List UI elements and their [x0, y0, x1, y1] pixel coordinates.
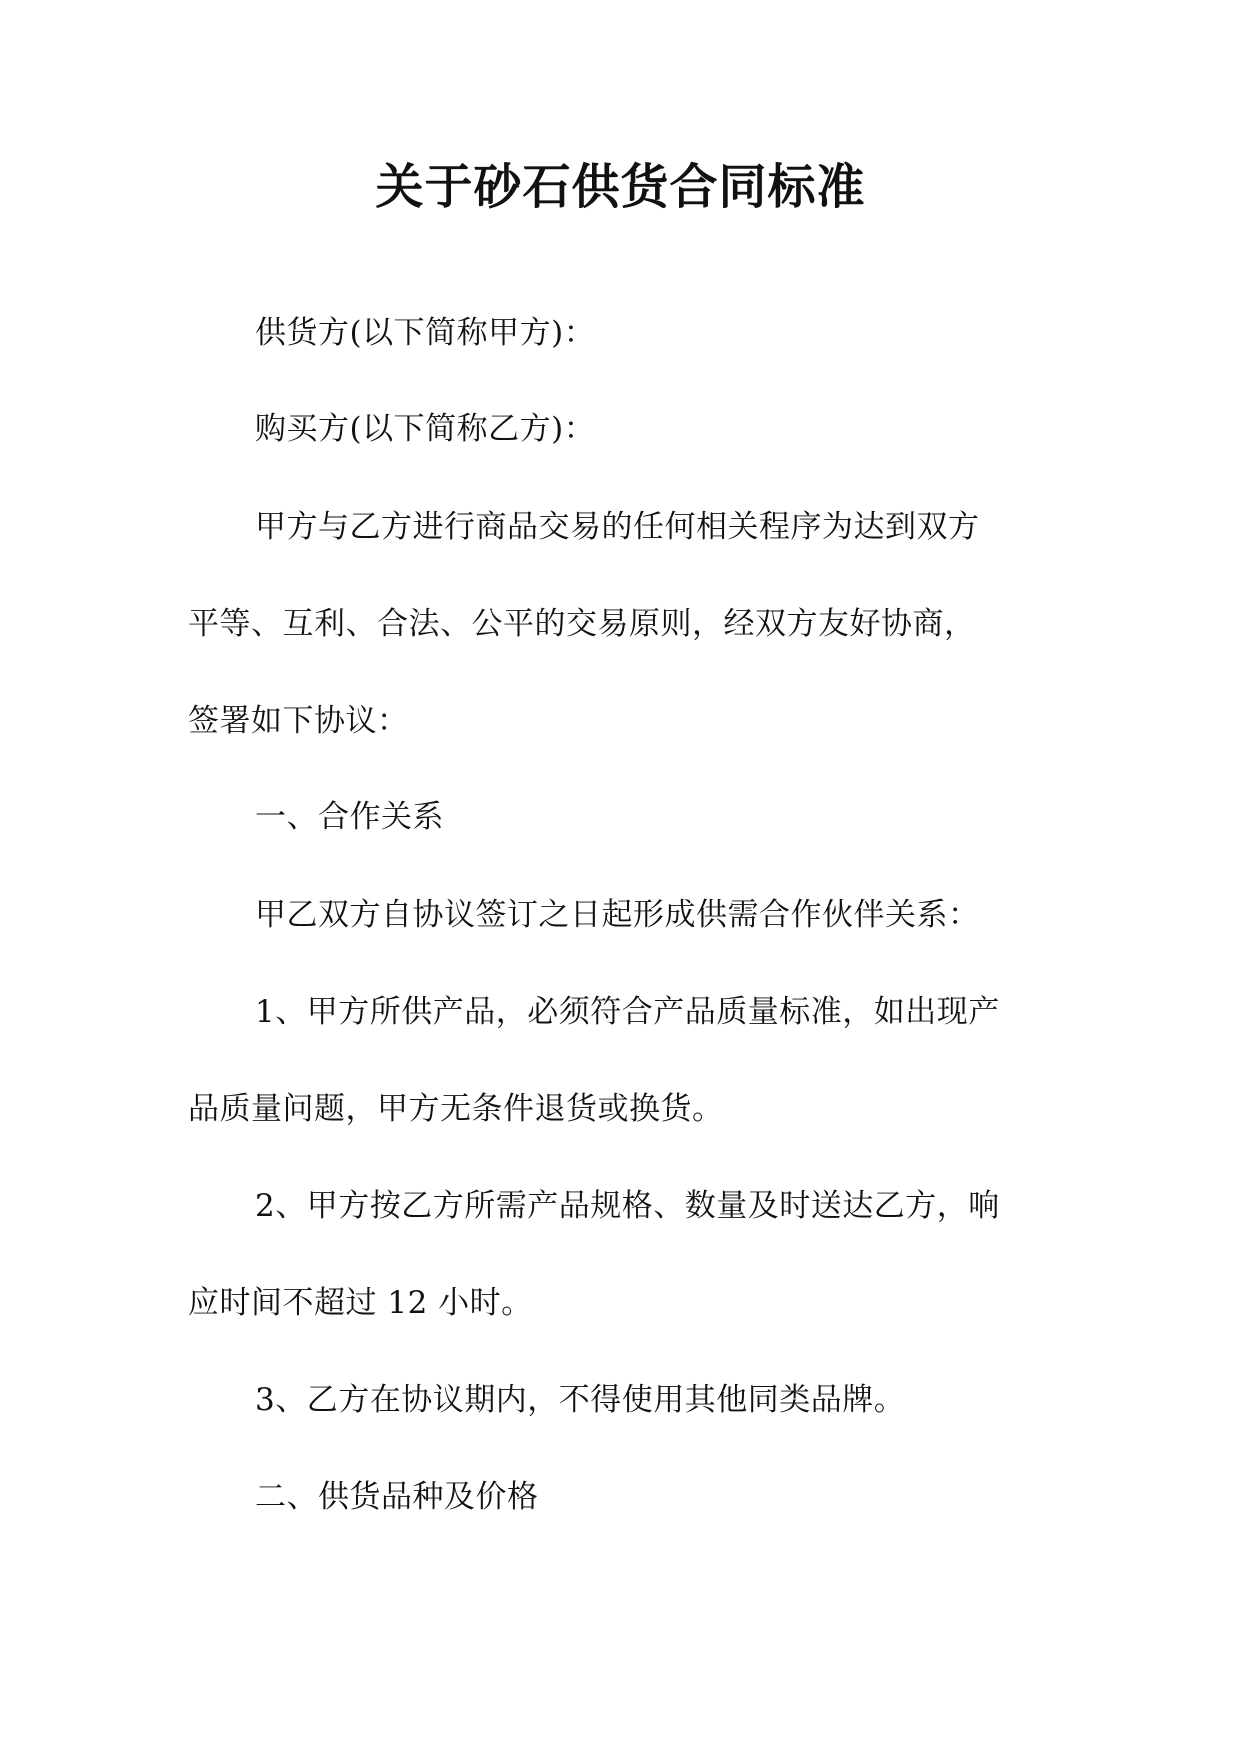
supplier-line: 供货方(以下简称甲方)：: [255, 315, 596, 351]
section-1-intro: 甲乙双方自协议签订之日起形成供需合作伙伴关系：: [255, 897, 980, 933]
clause-2-line-1: 2、甲方按乙方所需产品规格、数量及时送达乙方，响: [255, 1188, 1000, 1224]
clause-1-line-2: 品质量问题，甲方无条件退货或换货。: [188, 1091, 724, 1127]
section-heading-1: 一、合作关系: [255, 799, 444, 835]
preamble-line-2: 平等、互利、合法、公平的交易原则，经双方友好协商，: [188, 606, 976, 642]
document-title: 关于砂石供货合同标准: [375, 159, 866, 215]
preamble-line-1: 甲方与乙方进行商品交易的任何相关程序为达到双方: [255, 509, 980, 545]
clause-3-line-1: 3、乙方在协议期内，不得使用其他同类品牌。: [255, 1382, 906, 1418]
section-heading-2: 二、供货品种及价格: [255, 1479, 539, 1515]
clause-2-line-2: 应时间不超过 12 小时。: [188, 1285, 533, 1321]
preamble-line-3: 签署如下协议：: [188, 703, 409, 739]
buyer-line: 购买方(以下简称乙方)：: [255, 411, 596, 447]
clause-1-line-1: 1、甲方所供产品，必须符合产品质量标准，如出现产: [255, 994, 1000, 1030]
